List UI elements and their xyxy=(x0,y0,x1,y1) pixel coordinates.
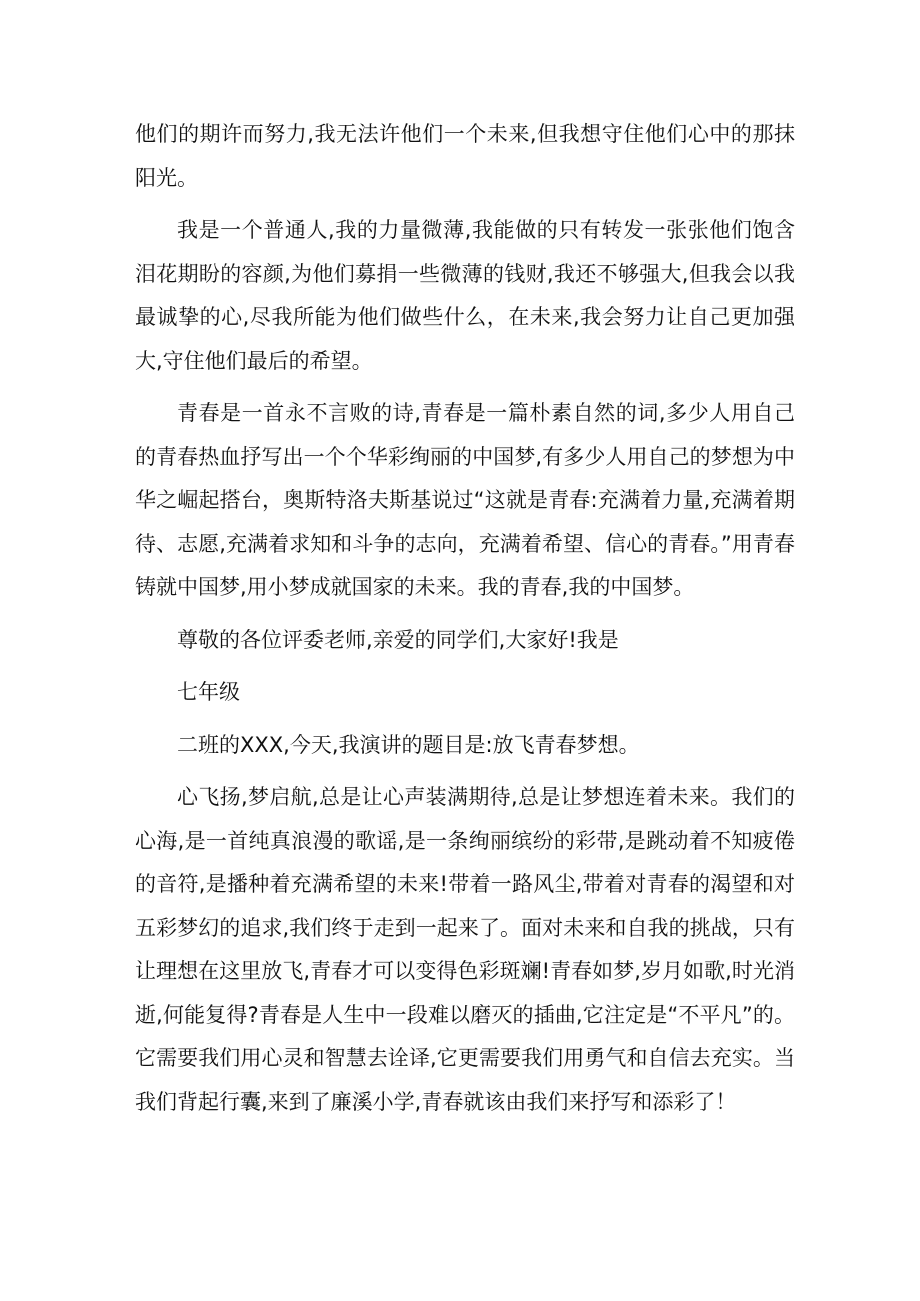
paragraph-greeting: 尊敬的各位评委老师,亲爱的同学们,大家好!我是 xyxy=(177,627,619,652)
paragraph-dream-soars: 心飞扬,梦启航,总是让心声装满期待,总是让梦想连着未来。我们的心海,是一首纯真浪漫的歌谣,是一条绚丽缤纷的彩带,是跳动着不知疲倦的音符,是播种着充满希望的未来!带着一路风尘,带着对青春的渴望和对五彩梦幻的追求,我们终于走到一起来了。面对未来和自我的挑战，只有让理想在这里放飞,青春才可以变得色彩斑斓!青春如梦,岁月如歌,时光消逝,何能复得?青春是人生中一段难以磨灭的插曲,它注定是“不平凡”的。它需要我们用心灵和智慧去诠译,它更需要我们用勇气和自信去充实。当我们背起行囊,来到了廉溪小学,青春就该由我们来抒写和添彩了！ xyxy=(135,785,795,1114)
paragraph-youth-poem: 青春是一首永不言败的诗,青春是一篇朴素自然的词,多少人用自己的青春热血抒写出一个个华彩绚丽的中国梦,有多少人用自己的梦想为中华之崛起搭台，奥斯特洛夫斯基说过“这就是青春:充满着力量,充满着期待、志愿,充满着求知和斗争的志向，充满着希望、信心的青春。”用青春铸就中国梦,用小梦成就国家的未来。我的青春,我的中国梦。 xyxy=(135,401,795,599)
paragraph-grade: 七年级 xyxy=(177,680,240,704)
paragraph-continuation: 他们的期许而努力,我无法许他们一个未来,但我想守住他们心中的那抹阳光。 xyxy=(135,122,795,190)
document-body xyxy=(135,113,795,1133)
paragraph-speech-topic: 二班的XXX,今天,我演讲的题目是:放飞青春梦想。 xyxy=(177,732,640,757)
paragraph-ordinary-person: 我是一个普通人,我的力量微薄,我能做的只有转发一张张他们饱含泪花期盼的容颜,为他们募捐一些微薄的钱财,我还不够强大,但我会以我最诚挚的心,尽我所能为他们做些什么，在未来,我会努力让自己更加强大,守住他们最后的希望。 xyxy=(135,218,795,373)
